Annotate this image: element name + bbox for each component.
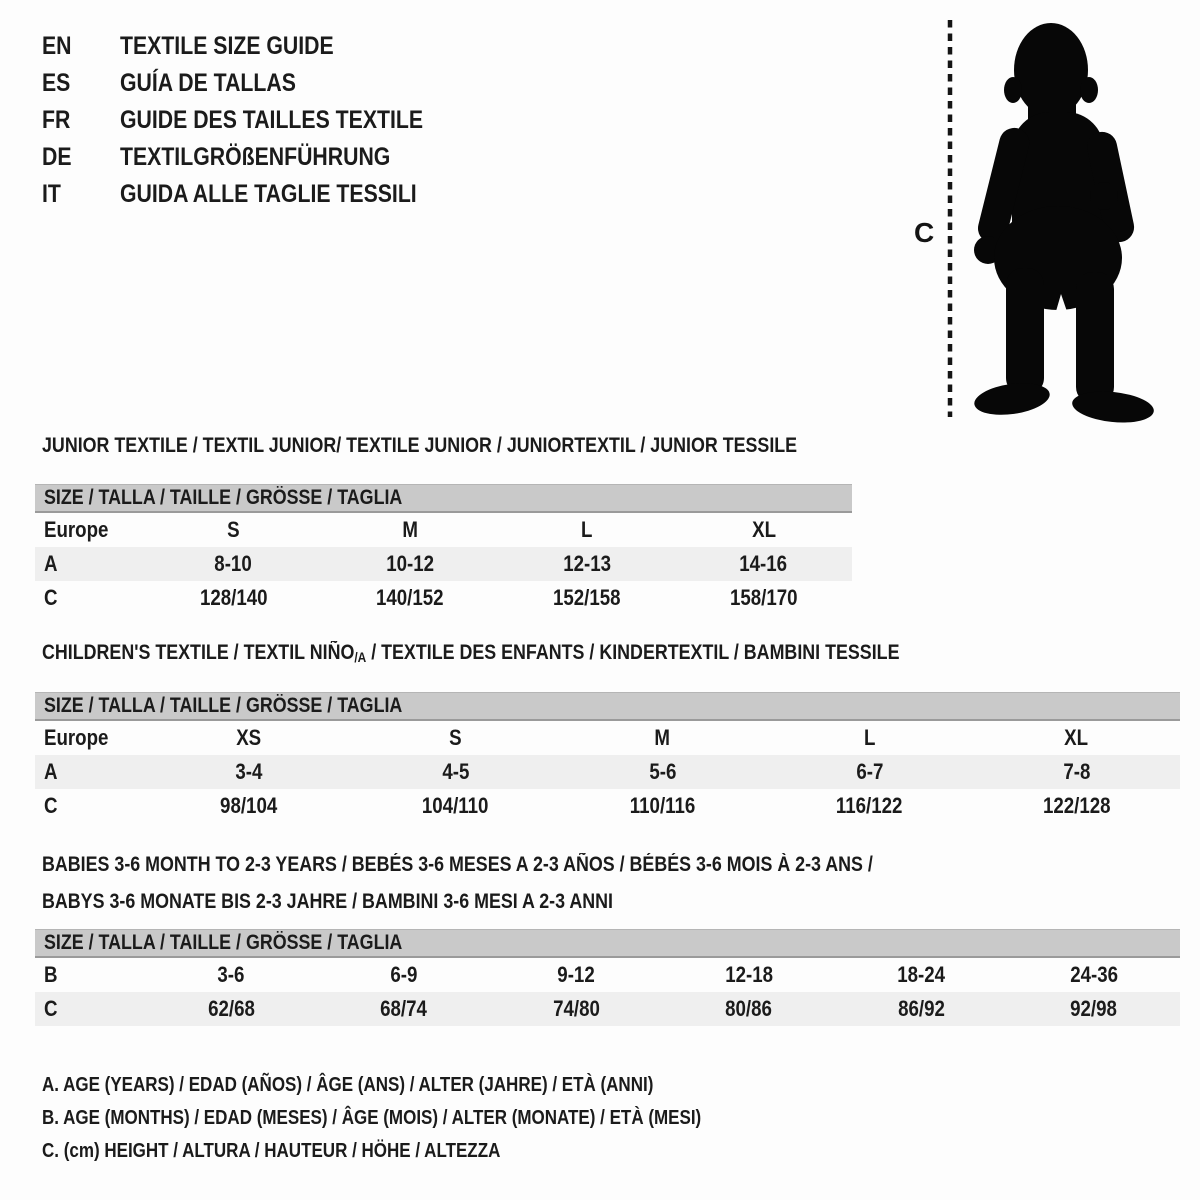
row-label-europe — [35, 725, 145, 751]
babies-size-table — [35, 929, 1180, 1026]
children-section-title — [42, 641, 1051, 669]
guide-title-de — [120, 143, 438, 172]
size-cell — [835, 962, 1008, 988]
size-cell — [835, 996, 1008, 1022]
size-cell-text: 152/158 — [553, 585, 621, 610]
size-col-header-text: S — [227, 517, 240, 542]
size-cell-text: 6-9 — [390, 962, 418, 987]
guide-title-it — [120, 180, 469, 209]
children-header-row — [35, 721, 1180, 755]
guide-title-text: TEXTILE SIZE GUIDE — [120, 32, 334, 60]
size-cell — [352, 759, 559, 785]
size-cell — [499, 585, 676, 611]
size-cell-text: 158/170 — [729, 585, 798, 610]
size-cell-text: 10-12 — [386, 551, 435, 576]
row-label-text: C — [44, 793, 58, 818]
guide-title-text: GUIDA ALLE TAGLIE TESSILI — [120, 180, 417, 208]
size-col-header-text: XS — [236, 725, 261, 750]
size-cell-text: 68/74 — [380, 996, 428, 1021]
size-cell-text: 128/140 — [199, 585, 268, 610]
guide-title-text: GUIDE DES TAILLES TEXTILE — [120, 106, 424, 134]
size-header-text: SIZE / TALLA / TAILLE / GRÖSSE / TAGLIA — [44, 694, 403, 717]
size-cell — [973, 759, 1180, 785]
size-cell — [145, 962, 318, 988]
size-col-header — [675, 517, 852, 543]
row-label-text: C — [44, 585, 58, 610]
language-row-fr — [42, 102, 477, 139]
language-code-text: IT — [42, 180, 61, 208]
size-cell-text: 86/92 — [897, 996, 945, 1021]
size-header-bar — [35, 484, 852, 513]
size-cell-text: 6-7 — [855, 759, 884, 784]
language-row-es — [42, 65, 477, 102]
language-code — [42, 32, 120, 61]
size-cell — [318, 962, 491, 988]
legend-line-c-text: C. (cm) HEIGHT / ALTURA / HAUTEUR / HÖHE / ALTEZZA — [42, 1140, 501, 1162]
size-col-header-text: M — [402, 517, 418, 542]
size-col-header — [145, 725, 352, 751]
size-cell — [352, 793, 559, 819]
size-cell — [1008, 996, 1181, 1022]
junior-row-age — [35, 547, 852, 581]
row-label-c — [35, 996, 145, 1022]
toddler-figure-graphic — [900, 0, 1200, 430]
size-cell — [145, 551, 322, 577]
size-cell — [490, 996, 663, 1022]
size-cell — [490, 962, 663, 988]
size-cell-text: 5-6 — [648, 759, 677, 784]
junior-row-height — [35, 581, 852, 615]
row-label-text: A — [44, 759, 58, 784]
size-cell — [145, 996, 318, 1022]
size-col-header-text: M — [654, 725, 671, 750]
measure-legend — [42, 1069, 818, 1168]
language-row-de — [42, 139, 477, 176]
size-cell-text: 104/110 — [422, 793, 489, 818]
measure-label-c: C — [914, 217, 935, 248]
size-header-bar — [35, 929, 1180, 958]
junior-section-title — [42, 434, 930, 458]
row-label-europe — [35, 517, 145, 543]
row-label-text: Europe — [44, 725, 109, 750]
toddler-silhouette — [972, 23, 1155, 426]
size-col-header — [766, 725, 973, 751]
size-cell — [322, 585, 499, 611]
size-cell-text: 7-8 — [1062, 759, 1091, 784]
babies-title-line1 — [42, 846, 1020, 883]
size-cell-text: 24-36 — [1069, 962, 1118, 987]
size-col-header-text: XL — [1064, 725, 1089, 750]
size-header-text: SIZE / TALLA / TAILLE / GRÖSSE / TAGLIA — [44, 486, 403, 509]
guide-title-fr — [120, 106, 477, 135]
legend-line-c — [42, 1135, 818, 1168]
row-label-text: C — [44, 996, 58, 1021]
size-cell — [675, 551, 852, 577]
guide-title-es — [120, 69, 327, 98]
size-cell — [559, 759, 766, 785]
size-cell — [766, 793, 973, 819]
size-cell-text: 12-13 — [562, 551, 611, 576]
language-row-it — [42, 176, 477, 213]
size-col-header-text: XL — [751, 517, 776, 542]
size-cell — [766, 759, 973, 785]
size-cell — [322, 551, 499, 577]
size-cell — [499, 551, 676, 577]
guide-title-text: GUÍA DE TALLAS — [120, 69, 296, 97]
children-row-age — [35, 755, 1180, 789]
size-header-bar — [35, 692, 1180, 721]
language-code-text: ES — [42, 69, 71, 97]
babies-title-line1-text: BABIES 3-6 MONTH TO 2-3 YEARS / BEBÉS 3-6 MESES A 2-3 AÑOS / BÉBÉS 3-6 MOIS À 2-3 ANS / — [42, 853, 873, 876]
size-col-header — [973, 725, 1180, 751]
row-label-c — [35, 585, 145, 611]
legend-line-b — [42, 1102, 818, 1135]
children-section-title-text — [42, 641, 899, 669]
size-cell — [145, 793, 352, 819]
size-cell — [663, 962, 836, 988]
language-code — [42, 69, 120, 98]
size-col-header — [352, 725, 559, 751]
size-cell — [675, 585, 852, 611]
language-code-text: EN — [42, 32, 72, 60]
children-title-sub: /A — [354, 649, 367, 665]
size-cell-text: 9-12 — [557, 962, 595, 987]
size-cell — [1008, 962, 1181, 988]
guide-title-text: TEXTILGRÖßENFÜHRUNG — [120, 143, 391, 171]
junior-size-table — [35, 484, 852, 615]
babies-row-height — [35, 992, 1180, 1026]
row-label-b — [35, 962, 145, 988]
size-cell-text: 92/98 — [1070, 996, 1118, 1021]
size-cell-text: 80/86 — [725, 996, 773, 1021]
size-col-header — [145, 517, 322, 543]
size-col-header-text: L — [581, 517, 593, 542]
language-row-en — [42, 28, 477, 65]
babies-title-line2 — [42, 883, 1020, 920]
size-col-header — [559, 725, 766, 751]
size-cell-text: 98/104 — [219, 793, 278, 818]
size-cell-text: 12-18 — [724, 962, 773, 987]
children-row-height — [35, 789, 1180, 823]
size-cell-text: 122/128 — [1042, 793, 1111, 818]
legend-line-a — [42, 1069, 818, 1102]
row-label-text: A — [44, 551, 58, 576]
size-cell-text: 116/122 — [836, 793, 903, 818]
size-cell-text: 74/80 — [552, 996, 600, 1021]
language-code — [42, 180, 120, 209]
babies-row-months — [35, 958, 1180, 992]
row-label-text: B — [44, 962, 58, 987]
babies-section-title — [42, 846, 1020, 920]
size-cell — [318, 996, 491, 1022]
size-cell-text: 62/68 — [207, 996, 255, 1021]
row-label-c — [35, 793, 145, 819]
row-label-a — [35, 759, 145, 785]
language-code — [42, 106, 120, 135]
size-cell-text: 3-4 — [234, 759, 263, 784]
row-label-text: Europe — [44, 517, 109, 542]
size-cell-text: 14-16 — [739, 551, 788, 576]
size-cell — [663, 996, 836, 1022]
size-cell — [145, 585, 322, 611]
size-col-header-text: L — [863, 725, 876, 750]
size-cell-text: 18-24 — [897, 962, 946, 987]
size-cell-text: 140/152 — [376, 585, 444, 610]
size-cell — [973, 793, 1180, 819]
size-header-text: SIZE / TALLA / TAILLE / GRÖSSE / TAGLIA — [44, 931, 403, 954]
language-title-list — [42, 28, 477, 213]
language-code-text: DE — [42, 143, 72, 171]
legend-line-a-text: A. AGE (YEARS) / EDAD (AÑOS) / ÂGE (ANS) / ALTER (JAHRE) / ETÀ (ANNI) — [42, 1074, 654, 1096]
size-col-header-text: S — [449, 725, 462, 750]
size-cell-text: 3-6 — [217, 962, 245, 987]
language-code-text: FR — [42, 106, 71, 134]
babies-title-line2-text: BABYS 3-6 MONATE BIS 2-3 JAHRE / BAMBINI 3-6 MESI A 2-3 ANNI — [42, 890, 613, 913]
language-code — [42, 143, 120, 172]
junior-header-row — [35, 513, 852, 547]
children-size-table — [35, 692, 1180, 823]
children-title-pre: CHILDREN'S TEXTILE / TEXTIL NIÑO — [42, 641, 355, 664]
size-cell — [145, 759, 352, 785]
size-cell-text: 4-5 — [441, 759, 470, 784]
size-cell — [559, 793, 766, 819]
size-cell-text: 8-10 — [214, 551, 253, 576]
junior-section-title-text: JUNIOR TEXTILE / TEXTIL JUNIOR/ TEXTILE JUNIOR / JUNIORTEXTIL / JUNIOR TESSILE — [42, 434, 798, 457]
size-col-header — [322, 517, 499, 543]
guide-title-en — [120, 32, 371, 61]
size-cell-text: 110/116 — [629, 793, 696, 818]
row-label-a — [35, 551, 145, 577]
legend-line-b-text: B. AGE (MONTHS) / EDAD (MESES) / ÂGE (MOIS) / ALTER (MONATE) / ETÀ (MESI) — [42, 1107, 702, 1129]
children-title-post: / TEXTILE DES ENFANTS / KINDERTEXTIL / BAMBINI TESSILE — [366, 641, 900, 664]
size-col-header — [499, 517, 676, 543]
